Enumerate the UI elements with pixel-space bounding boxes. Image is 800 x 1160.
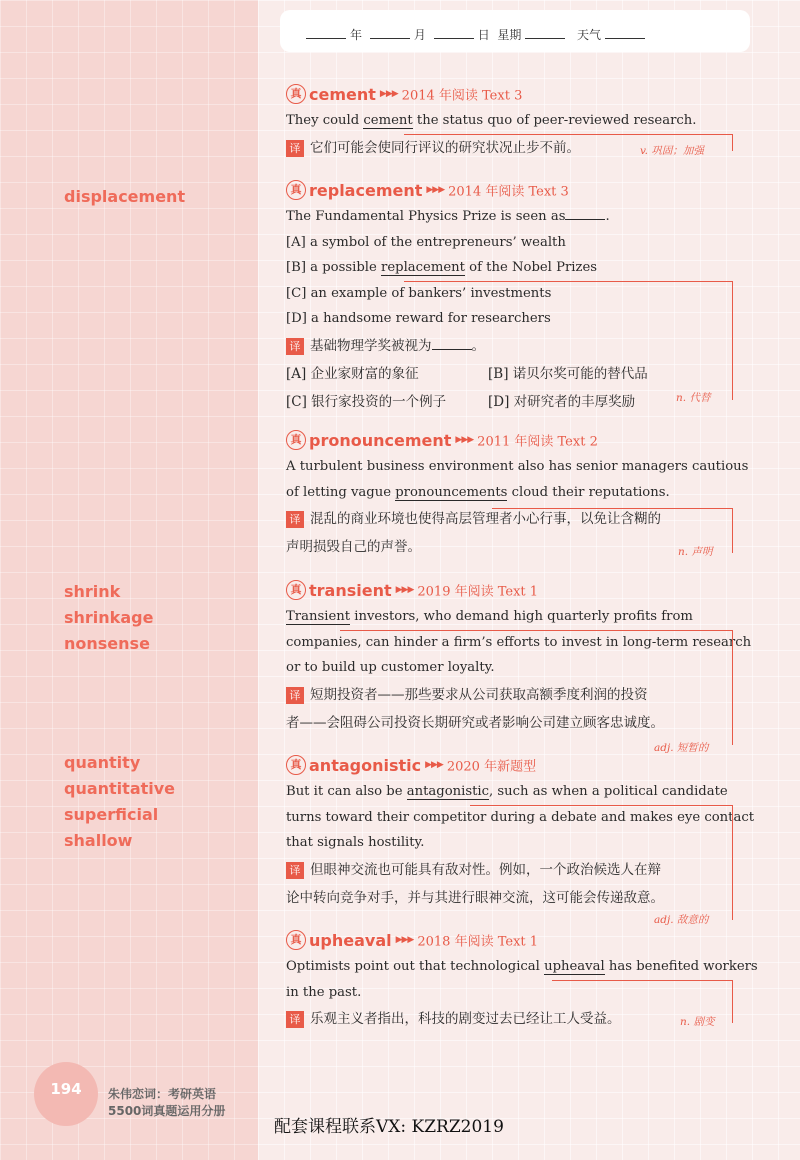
meaning-label: adj. 敌意的: [654, 914, 709, 926]
english-sentence: Transient investors, who demand high quarterly profits from: [286, 609, 693, 624]
yi-icon: 译: [286, 338, 304, 355]
headword: upheaval: [309, 930, 392, 950]
month-label: 月: [413, 28, 426, 42]
meaning-label: n. 剧变: [680, 1016, 715, 1028]
option-d: [D] a handsome reward for researchers: [286, 311, 551, 326]
option-a: [A] a symbol of the entrepreneurs’ wealth: [286, 234, 566, 250]
entry-heading: [286, 180, 732, 204]
yi-icon: 译: [286, 511, 304, 528]
chinese-options-ab: [A] 企业家财富的象征 [B] 诺贝尔奖可能的替代品: [286, 365, 648, 382]
exam-source: 2018 年阅读 Text 1: [417, 934, 539, 950]
headword: replacement: [309, 180, 423, 200]
english-sentence: in the past.: [286, 984, 362, 1000]
english-sentence: companies, can hinder a firm’s efforts to invest in long-term research: [286, 634, 752, 650]
chinese-translation: 译 基础物理学奖被视为 。: [286, 332, 732, 360]
arrow-icon: ▶▶▶: [455, 435, 474, 445]
exam-source: 2019 年阅读 Text 1: [417, 584, 539, 600]
meaning-label: n. 声明: [678, 546, 713, 558]
english-sentence: They could cement the status quo of peer-reviewed research.: [286, 113, 697, 128]
chinese-translation: 译 短期投资者——那些要求从公司获取高额季度利润的投资: [286, 681, 732, 709]
zhen-icon: 真: [286, 180, 306, 200]
chinese-translation: 译 乐观主义者指出，科技的剧变过去已经让工人受益。: [286, 1005, 732, 1033]
weather-label: 天气: [577, 28, 602, 42]
sidebar-word: shrink: [64, 582, 121, 601]
day-label: 日: [477, 28, 490, 42]
chinese-translation: 译 它们可能会使同行评议的研究状况止步不前。: [286, 134, 732, 162]
page-number-badge: [34, 1062, 98, 1126]
chinese-translation: 译 但眼神交流也可能具有敌对性。例如，一个政治候选人在辩: [286, 856, 732, 884]
entry-heading: [286, 430, 732, 454]
bracket-line: [340, 630, 733, 745]
yi-icon: 译: [286, 140, 304, 157]
arrow-icon: ▶▶▶: [425, 760, 443, 770]
year-label: 年: [350, 28, 363, 42]
weekday-label: 星期: [497, 28, 522, 42]
question-stem: The Fundamental Physics Prize is seen as .: [286, 209, 610, 224]
zhen-icon: 真: [286, 580, 306, 600]
headword: cement: [309, 84, 376, 104]
chinese-translation: 声明损毁自己的声誉。: [286, 539, 421, 555]
meaning-label: adj. 短暂的: [654, 742, 709, 754]
bracket-line: [470, 805, 733, 920]
book-title: 朱伟恋词：考研英语 5500词真题运用分册: [108, 1087, 226, 1118]
sidebar-word: shrinkage: [64, 608, 154, 627]
option-c: [C] an example of bankers’ investments: [286, 285, 552, 301]
exam-source: 2014 年阅读 Text 3: [401, 88, 523, 104]
exam-source: 2011 年阅读 Text 2: [477, 434, 598, 450]
english-sentence: But it can also be antagonistic, such as when a political candidate: [286, 784, 728, 799]
headword: transient: [309, 580, 392, 600]
sidebar-word: nonsense: [64, 634, 150, 653]
entry-heading: [286, 930, 732, 954]
chinese-options-cd: [C] 银行家投资的一个例子 [D] 对研究者的丰厚奖励: [286, 393, 636, 410]
zhen-icon: 真: [286, 84, 306, 104]
english-sentence: A turbulent business environment also has senior managers cautious: [286, 459, 749, 474]
zhen-icon: 真: [286, 930, 306, 950]
headword: antagonistic: [309, 755, 422, 775]
chinese-translation: 译 混乱的商业环境也使得高层管理者小心行事，以免让含糊的: [286, 505, 732, 533]
chinese-translation: 论中转向竞争对手，并与其进行眼神交流，这可能会传递敌意。: [286, 889, 664, 906]
sidebar-word: shallow: [64, 831, 133, 850]
sidebar-word: superficial: [64, 805, 159, 824]
yi-icon: 译: [286, 687, 304, 704]
meaning-label: v. 巩固；加强: [640, 145, 704, 157]
bracket-line: [404, 281, 733, 400]
exam-source: 2020 年新题型: [446, 759, 537, 775]
sidebar: [0, 0, 258, 1160]
yi-icon: 译: [286, 862, 304, 879]
english-sentence: that signals hostility.: [286, 835, 425, 850]
exam-source: 2014 年阅读 Text 3: [448, 184, 569, 200]
english-sentence: of letting vague pronouncements cloud their reputations.: [286, 484, 670, 500]
meaning-label: n. 代替: [676, 392, 711, 404]
sidebar-word: quantitative: [64, 779, 176, 798]
english-sentence: Optimists point out that technological upheaval has benefited workers: [286, 959, 758, 974]
english-sentence: or to build up customer loyalty.: [286, 660, 495, 675]
headword: pronouncement: [309, 430, 452, 450]
zhen-icon: 真: [286, 430, 306, 450]
yi-icon: 译: [286, 1011, 304, 1028]
option-b: [B] a possible replacement of the Nobel Prizes: [286, 260, 598, 275]
arrow-icon: ▶▶▶: [426, 185, 445, 195]
sidebar-word: quantity: [64, 753, 141, 772]
entry-heading: [286, 755, 732, 779]
chinese-translation: 者——会阻碍公司投资长期研究或者影响公司建立顾客忠诚度。: [286, 714, 664, 731]
arrow-icon: ▶▶▶: [395, 935, 414, 945]
date-bar: [280, 10, 750, 52]
watermark-text: 配套课程联系VX: KZRZ2019: [274, 1117, 504, 1137]
entry-heading: [286, 580, 732, 604]
arrow-icon: ▶▶▶: [395, 585, 414, 595]
sidebar-word: displacement: [64, 187, 186, 206]
page-number: 194: [50, 1080, 82, 1098]
english-sentence: turns toward their competitor during a debate and makes eye contact: [286, 809, 755, 825]
entry-heading: [286, 84, 732, 108]
zhen-icon: 真: [286, 755, 306, 775]
arrow-icon: ▶▶▶: [379, 89, 398, 99]
